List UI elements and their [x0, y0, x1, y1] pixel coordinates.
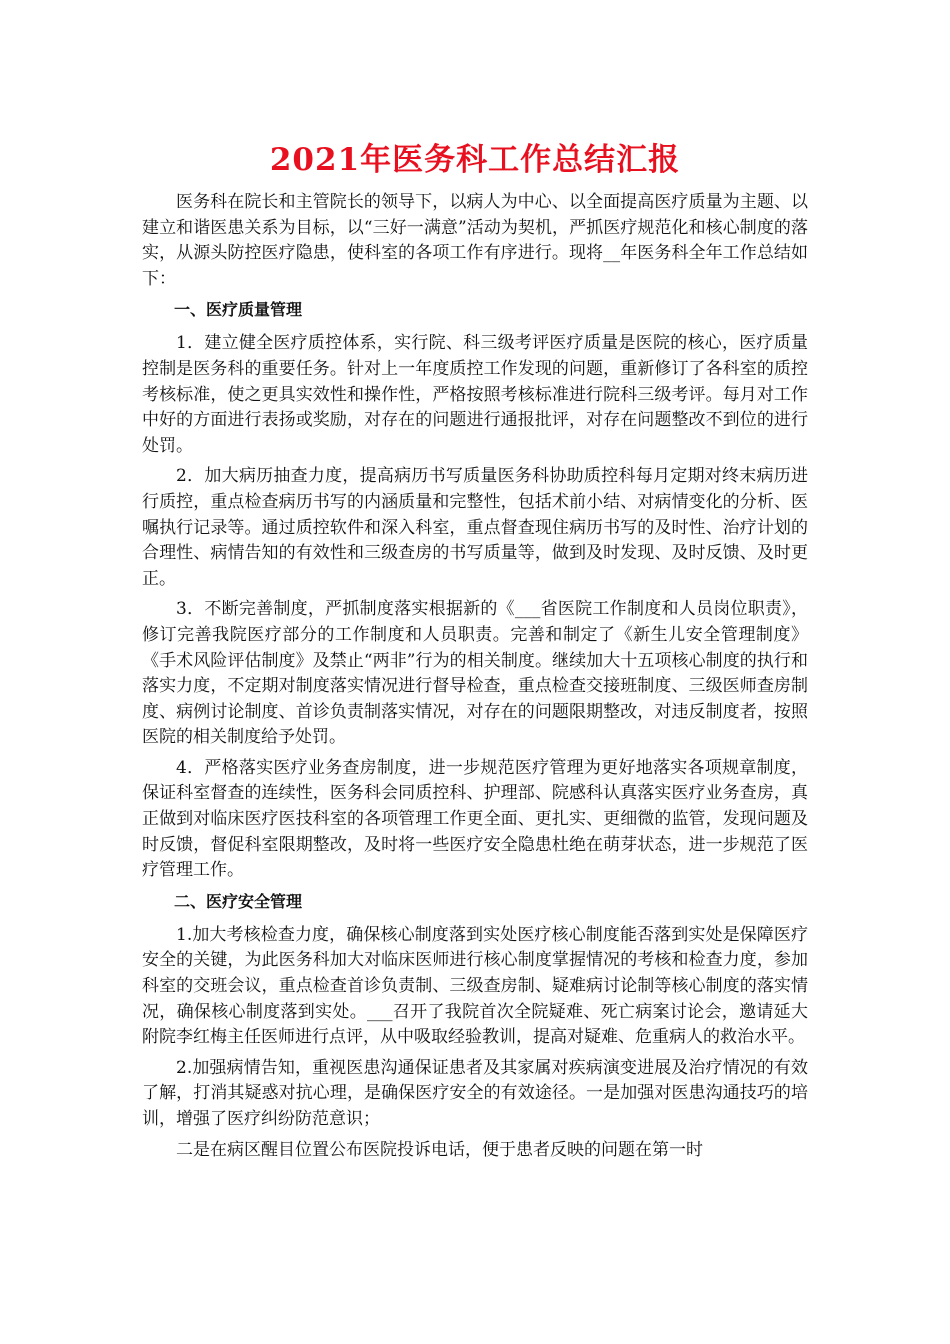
body-paragraph: 二是在病区醒目位置公布医院投诉电话，便于患者反映的问题在第一时	[176, 1139, 703, 1160]
section-heading: 二、医疗安全管理	[174, 891, 303, 911]
section-medical-quality	[142, 297, 808, 883]
intro-paragraph: 医务科在院长和主管院长的领导下，以病人为中心、以全面提高医疗质量为主题、以建立和谐医患关系为目标，以“三好一满意”活动为契机，严抓医疗规范化和核心制度的落实，从源头防控医疗隐患，使科室的各项工作有序进行。现将__年医务科全年工作总结如下：	[142, 192, 808, 289]
body-paragraph: 3．不断完善制度，严抓制度落实根据新的《___省医院工作制度和人员岗位职责》，修订完善我院医疗部分的工作制度和人员职责。完善和制定了《新生儿安全管理制度》《手术风险评估制度》及禁止“两非”行为的相关制度。继续加大十五项核心制度的执行和落实力度，不定期对制度落实情况进行督导检查，重点检查交接班制度、三级医师查房制度、病例讨论制度、首诊负责制落实情况，对存在的问题限期整改，对违反制度者，按照医院的相关制度给予处罚。	[142, 599, 808, 748]
body-paragraph: 1．建立健全医疗质控体系，实行院、科三级考评医疗质量是医院的核心，医疗质量控制是医务科的重要任务。针对上一年度质控工作发现的问题，重新修订了各科室的质控考核标准，使之更具实效性和操作性，严格按照考核标准进行院科三级考评。每月对工作中好的方面进行表扬或奖励，对存在的问题进行通报批评，对存在问题整改不到位的进行处罚。	[142, 333, 808, 456]
document-title: 2021年医务科工作总结汇报	[269, 142, 681, 178]
body-paragraph: 1.加大考核检查力度，确保核心制度落到实处医疗核心制度能否落到实处是保障医疗安全的关键，为此医务科加大对临床医师进行核心制度掌握情况的考核和检查力度，参加科室的交班会议，重点检查首诊负责制、三级查房制、疑难病讨论制等核心制度的落实情况，确保核心制度落到实处。___召开了我院首次全院疑难、死亡病案讨论会，邀请延大附院李红梅主任医师进行点评，从中吸取经验教训，提高对疑难、危重病人的救治水平。	[142, 924, 808, 1048]
body-paragraph: 2．加大病历抽查力度，提高病历书写质量医务科协助质控科每月定期对终末病历进行质控，重点检查病历书写的内涵质量和完整性，包括术前小结、对病情变化的分析、医嘱执行记录等。通过质控软件和深入科室，重点督查现住病历书写的及时性、治疗计划的合理性、病情告知的有效性和三级查房的书写质量等，做到及时发现、及时反馈、及时更正。	[142, 466, 808, 589]
section-medical-safety	[142, 889, 808, 1163]
body-paragraph: 4．严格落实医疗业务查房制度，进一步规范医疗管理为更好地落实各项规章制度，保证科室督查的连续性，医务科会同质控科、护理部、院感科认真落实医疗业务查房，真正做到对临床医疗医技科室的各项管理工作更全面、更扎实、更细微的监管，发现问题及时反馈，督促科室限期整改，及时将一些医疗安全隐患杜绝在萌芽状态，进一步规范了医疗管理工作。	[142, 757, 808, 881]
body-paragraph: 2.加强病情告知，重视医患沟通保证患者及其家属对疾病演变进展及治疗情况的有效了解，打消其疑惑对抗心理，是确保医疗安全的有效途径。一是加强对医患沟通技巧的培训，增强了医疗纠纷防范意识；	[142, 1057, 808, 1129]
section-heading: 一、医疗质量管理	[174, 300, 303, 320]
